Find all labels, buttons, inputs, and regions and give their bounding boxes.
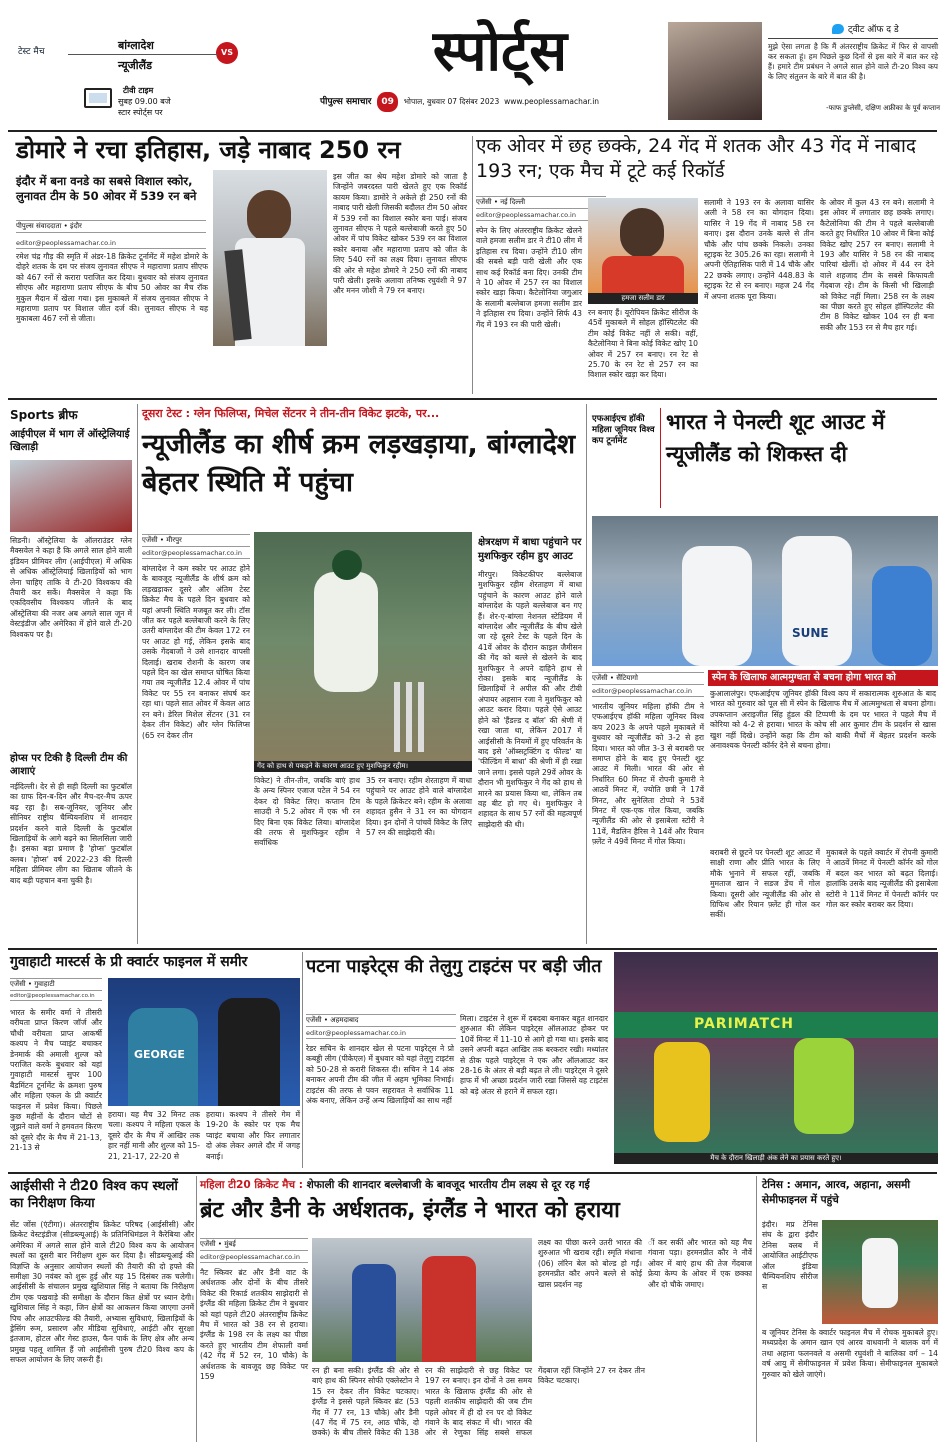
kicker: दूसरा टेस्ट : ग्लेन फिलिप्स, मिचेल सेंटनर ने तीन-तीन विकेट झटके, पर... <box>142 407 440 420</box>
badminton-photo <box>108 978 300 1106</box>
divider-2 <box>8 948 937 950</box>
story-col-4: के ओवर में कुल 43 रन बने। सलामी ने इस ओवर में लगातार छह छक्के लगाए। कैटेलोनिया की टीम ने पहले बल्लेबाजी करते हुए निर्धारित 10 ओवर में बिना कोई विकेट खोए 257 रन बनाए। सलामी ने 193 और यासिर ने 58 रन की नाबाद पारियां खेलीं। दो ओवर में 44 रन देने वाले शहजाद टीम के सबसे किफायती गेंदबाज रहे। टीम के किसी भी खिलाड़ी को विकेट नहीं मिला। 258 रन के लक्ष्य का पीछा करते हुए सोहल हॉस्पिटलेट की टीम 8 विकेट खोकर 104 रन ही बना सकी और 153 रन से मैच हार गई। <box>820 198 934 332</box>
byline-name: एजेंसी <box>306 1016 322 1024</box>
masthead-rule <box>8 130 937 132</box>
story3-divider <box>586 404 587 944</box>
story-col-2: रन ही बना सकी। इंग्लैंड की ओर से बाएं हाथ की स्पिनर सोफी एक्लेस्टोन ने 15 रन देकर तीन विकेट चटकाए। इंग्लैंड ने इससे पहले स्किवर ब्रंट (53 गेंद में 77 रन, 13 चौके) और डैनी (47 गेंद में 75 रन, आठ चौके, दो छक्के) के बीच तीसरे विकेट की 138 रन की साझेदारी से छह विकेट पर 197 रन बनाए। इन दोनों ने उस समय भारत के खिलाफ इंग्लैंड की ओर से पहली शतकीय साझेदारी की जब टीम पहले ओवर में ही दो रन पर दो विकेट गंवाने के बाद संकट में थी। भारत की ओर से रेणुका सिंह सबसे सफल गेंदबाज रहीं जिन्होंने 27 रन देकर तीन विकेट चटकाए। <box>312 1366 645 1438</box>
byline-place: मीरपुर <box>166 536 182 544</box>
story5-divider <box>302 952 303 1168</box>
subheadline: इंदौर में बना वनडे का सबसे विशाल स्कोर, लुनावत टीम के 50 ओवर में 539 रन बने <box>16 174 197 203</box>
story-col-3: लक्ष्य का पीछा करने उतरी भारत की शुरुआत भी खराब रही। स्मृति मंधाना (06) लॉरेन बेल को बोल्ड हो गईं। हरमनप्रीत कौर अपने बल्ले से कोई खास प्रदर्शन नह <box>538 1238 642 1289</box>
tv-icon <box>84 88 112 108</box>
brief-text-2: नईदिल्ली। देर से ही सही दिल्ली का फुटबॉल का ग्राफ दिन-ब-दिन और मैच-दर-मैच ऊपर बढ़ रहा है। सब-जूनियर, जूनियर और सीनियर राष्ट्रीय चैम्पियनशिप में शानदार प्रदर्शन करने वाले दिल्ली के फुटबॉल खिलाड़ियों के आगे बढ़ने का सिलसिला जारी है। इसका बड़ा प्रमाण है 'होप्स' फुटबॉल क्लब। 'होप्स' वर्ष 2022-23 की दिल्ली महिला प्रीमियर लीग का खिताब जीतने के बाद बड़ी पहचान बना चुकी है। <box>10 782 132 885</box>
team2: न्यूजीलैंड <box>118 59 152 72</box>
byline-place: सैंटियागो <box>616 674 638 682</box>
match-channel: स्टार स्पोर्ट्स पर <box>118 108 163 117</box>
website: www.peoplessamachar.in <box>504 97 600 106</box>
box-heading: स्पेन के खिलाफ आत्ममुग्धता से बचना होगा भारत को <box>708 670 938 686</box>
spain-box <box>708 670 938 842</box>
tv-time: टीवी टाइम <box>123 86 154 95</box>
brief-logo <box>10 406 132 426</box>
hamza-photo <box>588 198 698 304</box>
email: editor@peoplessamachar.co.in <box>16 238 206 249</box>
photo-caption: मैच के दौरान खिलाड़ी अंक लेने का प्रयास करते हुए। <box>614 1153 938 1164</box>
byline-name: एजेंसी <box>10 980 26 988</box>
story7-divider <box>196 1176 197 1442</box>
divider-3 <box>8 1172 937 1174</box>
story-col-2: रन बनाए हैं। यूरोपियन क्रिकेट सीरीज के 45वें मुकाबले में सोहल हॉस्पिटलेट की टीम कोई विकेट नहीं ले सकी। वहीं, कैटेलोनिया ने बिना कोई विकेट खोए 10 ओवर में 257 रन बनाए। रन रेट से 25.70 के रन रेट से 257 रन का विशाल स्कोर खड़ा कर दिया। <box>588 308 698 380</box>
story-col-1: रमेश चंद्र गौड़ की स्मृति में अंडर-18 क्रिकेट टूर्नामेंट में महेश डोमारे के दोहरे शतक के दम पर संजय लुनावत सीएफ ने महाराणा प्रताप सीएफ को 467 रनों से करारा पराजित कर दिया। बुधवार को संजय लुनावत सीएफ और महाराणा प्रताप सीएफ के बीच 50 ओवर का मैच रॉक मुकुल मैदान में खेला गया। इस मुकाबले में संजय लुनावत सीएफ ने महाराणा प्रताप पर विशाल जीत दर्ज की। लुनावत सीएफ ने यह मुकाबला 467 रनों से जीता। <box>16 252 208 324</box>
story-col-4: ीं कर सकीं और भारत को यह मैच गंवाना पड़ा। हरमनप्रीत कौर ने नौवें ओवर में बाएं हाथ की तेज गेंदबाज फ्रेया केम्प के ओवर में एक छक्का और दो चौके जमाए। <box>648 1238 752 1289</box>
email: editor@peoplessamachar.co.in <box>200 1252 308 1263</box>
story-col-2: विकेट) ने तीन-तीन, जबकि बाएं हाथ के अन्य स्पिनर एजाज पटेल ने 54 रन देकर दो विकेट लिए। कप्तान टिम साउदी ने 5.2 ओवर में एक भी रन दिए बिना एक विकेट लिया। बांग्लादेश की तरफ से मुशफिकुर रहीम ने सर्वाधिक <box>254 776 360 848</box>
byline: एजेंसी • सैंटियागो <box>592 672 704 685</box>
tennis-text-wide: ब जूनियर टेनिस के क्वार्टर फाइनल मैच में रोचक मुकाबले हुए। मध्यप्रदेश के अमान खान एवं आरव वाधवानी ने बालक वर्ग में तथा अहाना फलनवले व असमी रघुवंशी ने बालिका वर्ग – 14 वर्ष आयु में सेमीफाइनल में प्रवेश किया। सेमीफाइनल मुकाबले गुरुवार को खेले जाएंगे। <box>762 1328 938 1379</box>
headline: एक ओवर में छह छक्के, 24 गेंद में शतक और 43 गेंद में नाबाद 193 रन; एक मैच में टूटे कई रिकॉर्ड <box>476 135 916 182</box>
test-match-rule <box>68 54 218 55</box>
byline-name: एजेंसी <box>200 1240 216 1248</box>
story-badminton <box>8 952 300 1168</box>
brief-heading-2: होप्स पर टिकी है दिल्ली टीम की आशाएं <box>10 753 128 777</box>
kabaddi-photo <box>614 952 938 1164</box>
byline-name: एजेंसी <box>476 198 492 206</box>
story-col-2: हराया। यह मैच 32 मिनट तक चला। कश्यप ने महिला एकल के दूसरे दौर के मैच में आखिर तक हार नहीं मानी और शुल्ज को 15-21, 21-17, 22-20 से <box>108 1110 200 1161</box>
story-tennis <box>760 1176 938 1442</box>
email: editor@peoplessamachar.co.in <box>10 992 102 1001</box>
story-icc <box>8 1176 194 1442</box>
headline: ब्रंट और डैनी के अर्धशतक, इंग्लैंड ने भारत को हराया <box>200 1198 620 1223</box>
story-kabaddi <box>306 952 938 1168</box>
story-ban-nz <box>142 404 582 944</box>
story-col-1: बांग्लादेश ने कम स्कोर पर आउट होने के बावजूद न्यूजीलैंड के शीर्ष क्रम को लड़खड़ाकर दूसरे और अंतिम टेस्ट क्रिकेट मैच के पहले दिन बुधवार को यहां अपनी स्थिति मजबूत कर ली। टॉस जीत कर पहले बल्लेबाजी करने के लिए उतरी बांग्लादेश की टीम केवल 172 रन पर आउट हो गई, लेकिन इसके बाद उसके गेंदबाजों ने उसे शानदार वापसी दिलाई। खराब रोशनी के कारण जब पहले दिन का खेल समाप्त घोषित किया गया तब न्यूजीलैंड 12.4 ओवर में पांच विकेट पर 55 रन बनाकर संघर्ष कर रहा था। पहले सात ओवर में केवल आठ रन बने। डेरिल मिशेल सेंटनर (31 रन देकर तीन विकेट) और ग्लेन फिलिप्स (65 रन देकर तीन <box>142 564 250 740</box>
masthead <box>0 0 945 132</box>
test-match-box <box>8 30 238 122</box>
story8-divider <box>756 1176 757 1442</box>
test-match-label: टेस्ट मैच <box>18 47 45 57</box>
fielding-box <box>478 536 582 940</box>
masthead-title: स्पोर्ट्स <box>432 19 568 84</box>
photo-caption: गेंद को हाथ से पकड़ने के कारण आउट हुए मुशफिकुर रहीम। <box>254 761 472 772</box>
byline: पीपुल्स संवाददाता • इंदौर <box>16 220 206 233</box>
story-col-2: इस जीत का श्रेय महेश डोमारे को जाता है जिन्होंने जबरदस्त पारी खेलते हुए एक रिकॉर्ड कायम किया। डामोरे ने अकेले ही 250 रनों की नाबाद पारी खेली जिसकी बदौलत टीम 50 ओवर में 539 रनों का विशाल स्कोर बना पाई। संजय लुनावत सीएफ ने पहले बल्लेबाजी करते हुए 50 ओवर में पांच विकेट खोकर 539 रन का विशाल स्कोर बनाया और महाराणा प्रताप को जीत के लिए 540 रनों का लक्ष्य दिया। लुनावत सीएफ की ओर से महेश डोमारे ने 250 रनों की नाबाद पारी खेली। इसके अलावा तनिष्क रघुवंशी ने 97 और मनन जोशी ने 79 रन बनाए। <box>333 172 467 296</box>
headline: आईसीसी ने टी20 विश्व कप स्थलों का निरीक्षण किया <box>10 1179 178 1211</box>
jersey-text: SUNE <box>792 626 829 640</box>
story-col-1: भारत के समीर वर्मा ने तीसरी वरीयता प्राप्त किरण जॉर्ज और चौथी वरीयता प्राप्त आकर्षी कश्यप ने मैच प्वाइंट बचाकर डेनमार्क की अमाली शुल्ज को पराजित करके बुधवार को यहां गुवाहाटी मास्टर्स सुपर 100 बैडमिंटन टूर्नामेंट के क्रमशः पुरुष और महिला एकल के प्री क्वार्टर फाइनल में प्रवेश किया। पिछले कुछ महीनों के दौरान चोटों से जूझने वाले वर्मा ने हमवतन किरण को दूसरे दौर के मैच में 21-13, 21-13 से <box>10 1008 102 1153</box>
story-hockey <box>592 404 938 944</box>
kicker-label: महिला टी20 क्रिकेट मैच : <box>200 1179 303 1191</box>
brief-logo-text: Sports ब्रीफ <box>10 408 78 422</box>
mushfiqur-photo <box>254 532 472 772</box>
headline: न्यूजीलैंड का शीर्ष क्रम लड़खड़ाया, बांग्लादेश बेहतर स्थिति में पहुंचा <box>142 429 576 498</box>
story-col-2: बराबरी से छूटने पर पेनल्टी शूट आउट में साक्षी राणा और प्रीति भारत के लिए मौके भुनाने में सफल रहीं, जबकि मुमताज खान ने सडज डेंच में गोल किया। दूसरी ओर न्यूजीलैंड की ओर से ग्रिफिथ और रियान फ़्लेंट ही गोल कर सकीं। <box>710 848 820 920</box>
story-hamza <box>476 134 938 394</box>
headline: भारत ने पेनल्टी शूट आउट में न्यूजीलैंड को शिकस्त दी <box>666 410 885 466</box>
byline-place: नई दिल्ली <box>500 198 526 206</box>
box-text: मीरपुर। विकेटकीपर बल्लेबाज मुशफिकुर रहीम शेरताहण में बाधा पहुंचाने के कारण आउट होने वाले बांग्लादेश के पहले बल्लेबाज बन गए हैं। शेर-ए-बांग्ला नेशनल स्टेडियम में बांग्लादेश और न्यूजीलैंड के बीच खेले जा रहे दूसरे टेस्ट के पहले दिन के 41वें ओवर के दौरान काइल जैमीसन की गेंद को बल्ले से खेलने के बाद मुशफिकुर ने अपने दाहिने हाथ से रोका। इसके बाद न्यूजीलैंड के खिलाड़ियों ने अपील की और टीवी अंपायर अहसान रजा ने मुशफिकुर को आउट करार दिया। पहले ऐसे आउट होने को 'हैंडल्ड द बॉल' की श्रेणी में रखा जाता था, लेकिन 2017 में आईसीसी के नियमों में हुए परिवर्तन के बाद इसे 'ऑब्सट्रक्टिंग द फील्ड' या 'फील्डिंग में बाधा' की श्रेणी में ही रखा जाने लगा। इससे पहले 29वें ओवर के दौरान भी मुशफिकुर ने गेंद को हाथ से मारने का प्रयास किया था, लेकिन तब वह बीट हो गए थे। मुशफिकुर ने शहादत के साथ 57 रनों की महत्वपूर्ण साझेदारी की थी। <box>478 570 582 829</box>
tweet-text: मुझे ऐसा लगता है कि मैं अंतरराष्ट्रीय क्रिकेट में फिर से वापसी कर सकता हूं। हम पिछले कुछ दिनों से इस बारे में बात कर रहे हैं। हमारे टीम प्रबंधन ने अगले साल होने वाले टी-20 विश्व कप के लिए संतुलन के बारे में बात की है। <box>768 42 938 81</box>
divider-vertical-top <box>472 136 473 394</box>
vs-text: VS <box>221 48 233 57</box>
divider-1 <box>8 398 937 400</box>
hockey-photo <box>592 516 938 666</box>
domare-photo <box>213 170 327 346</box>
headline: पटना पाइरेट्स की तेलुगु टाइटंस पर बड़ी जीत <box>306 956 602 977</box>
tweet-author-photo <box>668 22 762 120</box>
story-col-1: नैट स्किवर ब्रंट और डैनी वाट के अर्धशतक और दोनों के बीच तीसरे विकेट की रिकार्ड शतकीय साझेदारी से इंग्लैंड की महिला क्रिकेट टीम ने बुधवार को यहां पहले टी20 अंतरराष्ट्रीय क्रिकेट मैच में भारत को 38 रन से हराया। इंग्लैंड के 198 रन के लक्ष्य का पीछा करते हुए भारतीय टीम शेफाली वर्मा (42 गेंद में 52 रन, 10 चौके) के अर्धशतक के बावजूद छह विकेट पर 159 <box>200 1268 308 1382</box>
story-col-1: रेडर सचिन के शानदार खेल से पटना पाइरेट्स ने प्रो कबड्डी लीग (पीकेएल) में बुधवार को यहां तेलुगु टाइटंस को 50-28 से करारी शिकस्त दी। सचिन ने 14 अंक बनाकर अपनी टीम की जीत में अहम भूमिका निभाई। टाइटंस की तरफ से पवन सहरावत ने सर्वाधिक 11 अंक बनाए, लेकिन उन्हें अन्य खिलाड़ियों का साथ नहीं <box>306 1044 454 1106</box>
byline-name: पीपुल्स संवाददाता <box>16 222 62 230</box>
brief-divider <box>137 404 138 944</box>
vs-badge <box>216 42 238 64</box>
byline: एजेंसी • गुवाहाटी <box>10 978 102 991</box>
brief-heading-1: आईपीएल में भाग लें ऑस्ट्रेलियाई खिलाड़ी <box>10 429 130 453</box>
story-col-3: सलामी ने 193 रन के अलावा यासिर अली ने 58 रन का योगदान दिया। यासिर ने 19 गेंद में नाबाद 58 रन बनाए। इस दौरान उनके बल्ले से तीन चौके और पांच छक्के निकले। उनका स्ट्राइक रेट 305.26 का रहा। सलामी ने अपनी ऐतिहासिक पारी में 14 चौके और 22 छक्के लगाए। उन्होंने 448.83 के स्ट्राइक रेट से रन बनाए। महज 24 गेंद में अपना शतक पूरा किया। <box>704 198 814 301</box>
page-number: 09 <box>377 92 398 112</box>
banner-text: PARIMATCH <box>694 1016 795 1032</box>
story-col-3: हराया। कश्यप ने तीसरे गेम में 19-20 के स्कोर पर एक मैच प्वाइंट बचाया और फिर लगातार दो अंक लेकर अगले दौर में जगह बनाई। <box>206 1110 300 1161</box>
byline-place: इंदौर <box>70 222 82 230</box>
story-col-2: मिला। टाइटंस ने शुरू में दबदबा बनाकर बहुत शानदार शुरुआत की लेकिन पाइरेट्स ऑलआउट होकर पर 10वें मिनट में 11-10 से आगे हो गया था। इसके बाद उसने अपनी बढ़त आखिर तक बरकरार रखी। मध्यांतर से ठीक पहले पाइरेट्स ने एक और ऑलआउट कर 28-16 के अंतर से बड़ी बढ़त ले ली। पाइरेट्स ने दूसरे हाफ में भी अच्छा प्रदर्शन जारी रखा जिससे वह टाइटंस को बड़े अंतर से हराने में सफल रहा। <box>460 1014 608 1096</box>
twitter-bird-icon <box>832 24 844 34</box>
story-women-t20 <box>200 1176 754 1442</box>
box-text: कुआलालंपुर। एफआईएच जूनियर हॉकी विश्व कप में सकारात्मक शुरुआत के बाद भारत को गुरुवार को पूल सी में स्पेन के खिलाफ मैच में आत्ममुग्धता से बचना होगा। उपकप्तान अराइजीत सिंह हुंडल की टिप्पणी के दम पर भारत ने पहले मैच में कोरिया को 4-2 से हराया। भारत के कोच सी आर कुमार टीम के प्रदर्शन से खास खुश नहीं दिखे। उन्होंने कहा कि टीम को बाकी मैचों में बेहतर प्रदर्शन करके अनावश्यक पेनल्टी कॉर्नर देने से बचना होगा। <box>710 689 936 751</box>
tennis-text-narrow: इंदौर। मप्र टेनिस संघ के द्वारा इंदौर टेनिस क्लब में आयोजित आईटीएफ ऑल इंडिया चैम्पियनशिप सीरीज स <box>762 1220 818 1292</box>
byline: एजेंसी • अहमदाबाद <box>306 1014 456 1027</box>
story-domare <box>8 134 470 394</box>
story-col-1: भारतीय जूनियर महिला हॉकी टीम ने एफआईएच हॉकी महिला जूनियर विश्व कप 2023 के अपने पहले मुकाबले में बुधवार को न्यूजीलैंड को 3-2 से हरा दिया। भारत को जीत 3-3 से बराबरी पर समाप्त होने के बाद हुए पेनल्टी शूट आउट में मिली। भारत की ओर से निर्धारित 60 मिनट में रोपनी कुमारी ने आठवें मिनट में, ज्योति छत्री ने 17वें मिनट, और सुनेलिता टोप्पो ने 53वें मिनट में एक-एक गोल किया, जबकि न्यूजीलैंड की ओर से इसाबेला स्टोरी ने 11वें, मैडलिन हैरिस ने 14वें और रियान फ़्लेंट ने 49वें मिनट में गोल किया। <box>592 702 704 847</box>
byline: एजेंसी • मुंबई <box>200 1238 308 1251</box>
kicker: एफआईएच हॉकी महिला जूनियर विश्व कप टूर्नामेंट <box>592 414 655 446</box>
story-text <box>762 1220 938 1440</box>
story-col-1: स्पेन के लिए अंतरराष्ट्रीय क्रिकेट खेलने वाले हमजा सलीम डार ने टी10 लीग में इतिहास रच दिया। उन्होंने टी10 लीग की सबसे बड़ी पारी खेली और एक साथ कई रिकॉर्ड बना दिए। उनकी टीम ने 10 ओवर में 257 रन का विशाल स्कोर खड़ा किया। कैटेलोनिया जगुआर के सलामी बल्लेबाज हमजा सलीम डार ने इतिहास रच दिया। उन्होंने सिर्फ 43 गेंद में 193 रन की पारी खेली। <box>476 226 582 329</box>
email: editor@peoplessamachar.co.in <box>592 686 704 697</box>
story-col-3: मुकाबले के पहले क्वार्टर में रोपनी कुमारी ने आठवें मिनट में पेनल्टी कॉर्नर को गोल में बदल कर भारत को बढ़त दिलाई। हालांकि उसके बाद न्यूजीलैंड की इसाबेला स्टोरी ने 11वें मिनट में पेनल्टी कॉर्नर पर गोल कर स्कोर बराबर कर दिया। <box>826 848 938 910</box>
tweet-header: ट्वीट ऑफ द डे <box>848 25 899 35</box>
masthead-info-bar <box>320 92 660 112</box>
headline: डोमारे ने रचा इतिहास, जड़े नाबाद 250 रन <box>16 136 401 164</box>
kicker <box>200 1178 754 1192</box>
headline: टेनिस : अमान, आरव, अहाना, असमी सेमीफाइनल में पहुंचे <box>762 1179 911 1206</box>
email: editor@peoplessamachar.co.in <box>306 1028 456 1039</box>
photo-caption: हमजा सलीम डार <box>588 293 698 304</box>
story-col-3: 35 रन बनाए। रहीम शेरताहण में बाधा पहुंचाने पर आउट होने वाले बांग्लादेश के पहले क्रिकेटर बने। रहीम के अलावा शहादत हुसैन ने 31 रन का योगदान दिया। इन दोनों ने पांचवें विकेट के लिए 57 रन की साझेदारी की। <box>366 776 472 838</box>
kicker-text: शेफाली की शानदार बल्लेबाजी के बावजूद भारतीय टीम लक्ष्य से दूर रह गई <box>306 1179 590 1191</box>
byline-name: एजेंसी <box>142 536 158 544</box>
byline-place: मुंबई <box>224 1240 236 1248</box>
byline: एजेंसी • नई दिल्ली <box>476 196 606 209</box>
byline-place: गुवाहाटी <box>34 980 55 988</box>
match-time: सुबह 09.00 बजे <box>118 97 171 106</box>
headline: गुवाहाटी मास्टर्स के प्री क्वार्टर फाइनल में समीर <box>10 954 248 970</box>
tweet-rule <box>768 38 938 39</box>
jersey-text: GEORGE <box>134 1048 185 1061</box>
paper-name: पीपुल्स समाचार <box>320 97 372 107</box>
story-text: सेंट जोंस (एंटीगा)। अंतरराष्ट्रीय क्रिकेट परिषद (आईसीसी) और क्रिकेट वेस्टइंडीज (सीडब्ल्यूआई) के प्रतिनिधिमंडल ने कैरेबिया और अमेरिका में अगले साल होने वाले टी20 विश्व कप के आयोजन स्थलों का दूसरी बार निरीक्षण शुरू कर दिया है। सीडब्ल्यूआई की विज्ञप्ति के अनुसार आयोजन स्थलों की तैयारी की दो हफ्ते की समीक्षा 30 नवंबर को शुरू हुई और यह 15 दिसंबर तक चलेगी। आईसीसी के संचालन प्रमुख खुशियाल सिंह ने बताया कि निरीक्षण टीम एक पखवाड़े की समीक्षा के दौरान कित क्षेत्रों पर ध्यान देगी। खुशियाल सिंह ने कहा, जिन क्षेत्रों का आकलन किया जाएगा उनमें पिच और आउटफील्ड की तैयारी, अभ्यास सुविधाएं, खिलाड़ियों के ड्रेसिंग रूम, प्रसारण और मीडिया सुविधाएं, आईटी और सुरक्षा इंतजाम, होटल और गेस्ट हाउस, फैन पार्क के लिए क्षेत्र और अन्य प्रमुख पहलू शामिल हैं जो आईसीसी पुरुष टी20 विश्व कप के सफल आयोजन के लिए जरूरी हैं। <box>10 1220 194 1365</box>
email: editor@peoplessamachar.co.in <box>476 210 606 221</box>
tweet-author: -फाफ डुप्लेसी, दक्षिण अफ्रीका के पूर्व कप्तान <box>826 104 940 112</box>
kicker-rule <box>660 408 661 508</box>
maxwell-photo <box>10 460 132 532</box>
byline: एजेंसी • मीरपुर <box>142 534 250 547</box>
email: editor@peoplessamachar.co.in <box>142 548 250 559</box>
dateline: भोपाल, बुधवार 07 दिसंबर 2023 <box>403 97 500 106</box>
team1: बांग्लादेश <box>118 39 154 52</box>
sports-brief <box>8 404 134 944</box>
box-heading: क्षेत्ररक्षण में बाधा पहुंचाने पर मुशफिकुर रहीम हुए आउट <box>478 537 582 562</box>
byline-name: एजेंसी <box>592 674 608 682</box>
women-t20-photo <box>312 1238 532 1362</box>
brief-text-1: सिडनी। ऑस्ट्रेलिया के ऑलराउंडर ग्लेन मैक्सवेल ने कहा है कि अगले साल होने वाली इंडियन प्रीमियर लीग (आईपीएल) में अधिक से अधिक ऑस्ट्रेलियाई खिलाड़ियों को भाग लेना चाहिए ताकि वे टी-20 विश्वकप की तैयारी कर सकें। मैक्सवेल ने कहा कि एकदिवसीय विश्वकप जीतने के बाद ऑस्ट्रेलिया की नजर अब अगले साल जून में वेस्टइंडीज और अमेरिका में होने वाले टी-20 विश्वकप पर है। <box>10 536 132 639</box>
byline-place: अहमदाबाद <box>330 1016 359 1024</box>
